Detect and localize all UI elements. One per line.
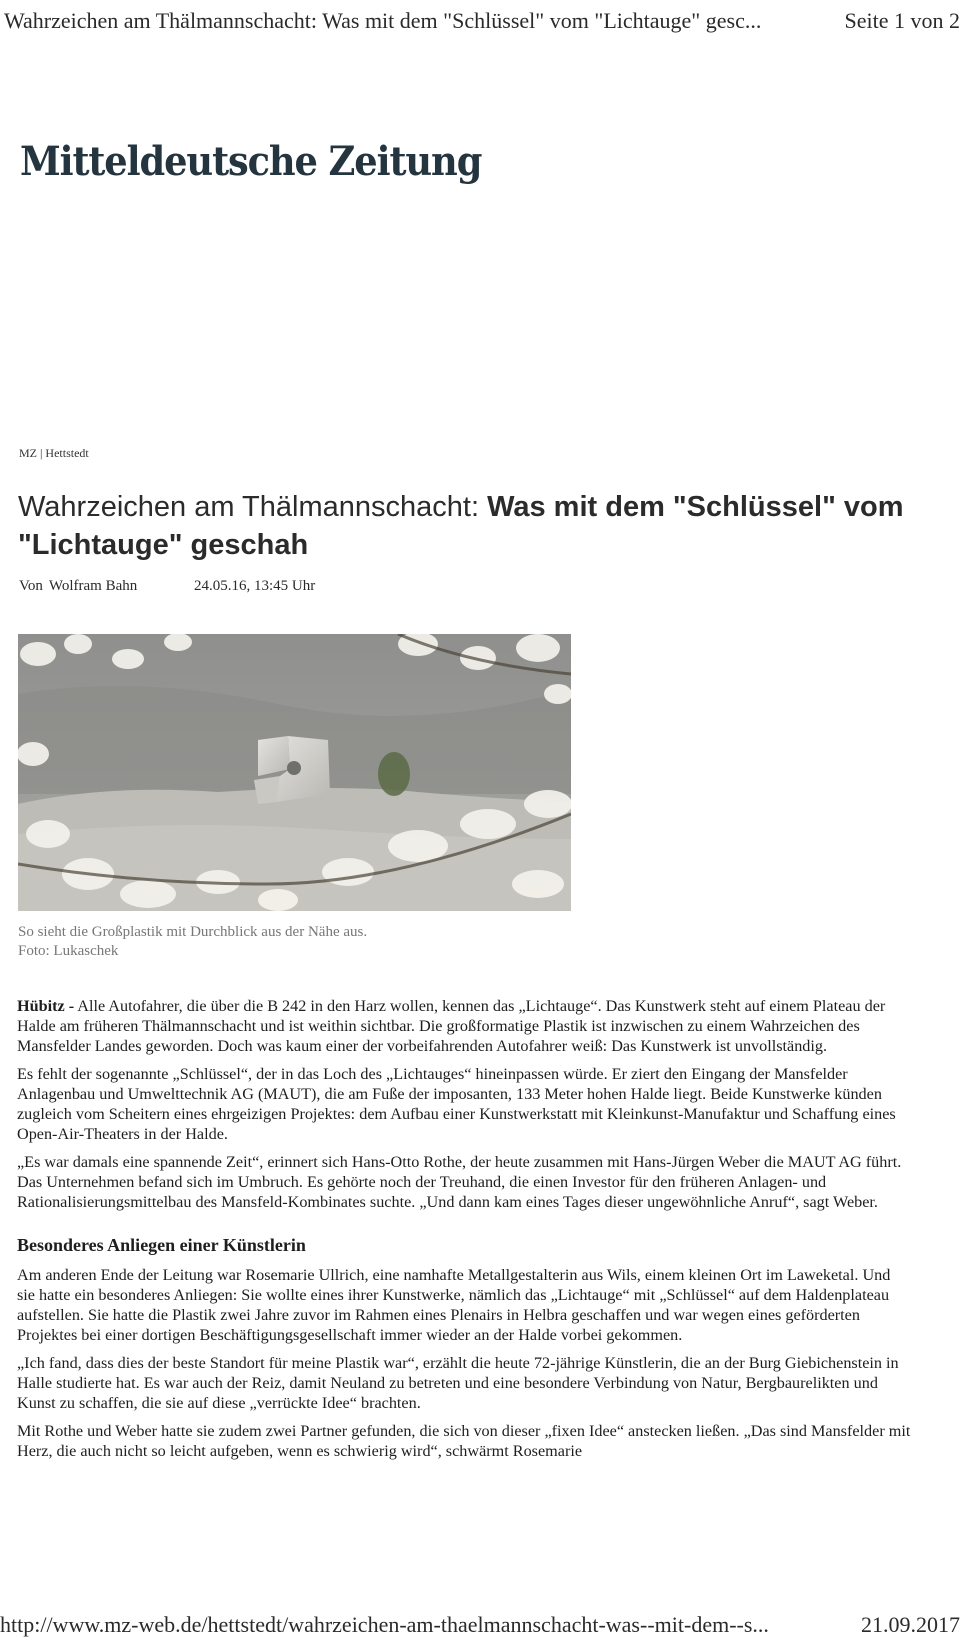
- caption-text: So sieht die Großplastik mit Durchblick aus der Nähe aus.: [18, 924, 368, 940]
- article-body: [17, 996, 912, 1469]
- article-paragraph: Es fehlt der sogenannte „Schlüssel“, der in das Loch des „Lichtauges“ hineinpassen würde. Er ziert den Eingang der Mansfelder Anlagenbau und Umwelttechnik AG (MAUT), die am Fuße der imposanten, 133 Meter hohen Halde liegt. Beide Kunstwerke künden zugleich vom Scheitern eines ehrgeizigen Projektes: dem Aufbau einer Kunstwerkstatt mit Kleinkunst-Manufaktur und Schaffung eines Open-Air-Theaters in der Halde.: [17, 1065, 896, 1143]
- dateline: Hübitz -: [17, 997, 75, 1015]
- lichtauge-sculpture-photo: [18, 634, 571, 911]
- article-paragraph: [17, 996, 912, 1056]
- article-subheading: Besonderes Anliegen einer Künstlerin: [17, 1235, 306, 1255]
- sculpture: [254, 736, 330, 804]
- article-headline: [18, 488, 918, 564]
- article-paragraph: Am anderen Ende der Leitung war Rosemarie Ullrich, eine namhafte Metallgestalterin aus Wils, einem kleinen Ort im Laweketal. Und sie hatte ein besonderes Anliegen: Sie wollte eines ihrer Kunstwerke, nämlich das „Lichtauge“ mit „Schlüssel“ auf dem Haldenplateau aufstellen. Sie hatte die Plastik zwei Jahre zuvor im Rahmen eines Plenairs in Helbra geschaffen und war wegen eines geförderten Projektes bei einer dortigen Beschäftigungsgesellschaft immer wieder an der Halde vorbei gekommen.: [17, 1266, 891, 1344]
- breadcrumb[interactable]: MZ | Hettstedt: [19, 446, 89, 460]
- newspaper-logo[interactable]: Mitteldeutsche Zeitung: [20, 138, 482, 185]
- photo-caption: [18, 923, 367, 961]
- byline-date: 24.05.16, 13:45 Uhr: [194, 578, 316, 594]
- print-footer-date: 21.09.2017: [861, 1612, 960, 1637]
- print-footer: [0, 1612, 966, 1638]
- byline-prefix: Von: [19, 578, 43, 594]
- headline-kicker: Wahrzeichen am Thälmannschacht:: [18, 491, 479, 523]
- print-header: [4, 8, 964, 34]
- page-indicator: Seite 1 von 2: [844, 8, 960, 33]
- print-header-title: Wahrzeichen am Thälmannschacht: Was mit dem "Schlüssel" vom "Lichtauge" gesc...: [4, 8, 762, 33]
- print-footer-url: http://www.mz-web.de/hettstedt/wahrzeichen-am-thaelmannschacht-was--mit-dem--s...: [0, 1612, 769, 1637]
- article-photo[interactable]: [18, 634, 571, 911]
- byline: [19, 578, 316, 595]
- article-paragraph: „Es war damals eine spannende Zeit“, erinnert sich Hans-Otto Rothe, der heute zusammen mit Hans-Jürgen Weber die MAUT AG führt. Das Unternehmen befand sich im Umbruch. Es gehörte noch der Treuhand, die einen Investor für den früheren Anlagen- und Rationalisierungsmittelbau des Mansfeld-Kombinates suchte. „Und dann kam eines Tages dieser ungewöhnliche Anruf“, sagt Weber.: [17, 1153, 902, 1211]
- article-paragraph: Mit Rothe und Weber hatte sie zudem zwei Partner gefunden, die sich von dieser „fixen Idee“ anstecken ließen. „Das sind Mansfelder mit Herz, die auch nicht so leicht aufgeben, wenn es schwierig wird“, schwärmt Rosemarie: [17, 1422, 911, 1460]
- photo-credit: Foto: Lukaschek: [18, 943, 119, 959]
- paragraph-text: Alle Autofahrer, die über die B 242 in den Harz wollen, kennen das „Lichtauge“. Das Kunstwerk steht auf einem Plateau der Halde am früheren Thälmannschacht und ist weithin sichtbar. Die großformatige Plastik ist inzwischen zu einem Wahrzeichen des Mansfelder Landes geworden. Doch was kaum einer der vorbeifahrenden Autofahrer weiß: Das Kunstwerk ist unvollständig.: [17, 997, 886, 1055]
- headline-title: Was mit dem "Schlüssel" vom "Lichtauge" geschah: [18, 491, 904, 561]
- byline-author[interactable]: Wolfram Bahn: [48, 578, 138, 594]
- article-paragraph: „Ich fand, dass dies der beste Standort für meine Plastik war“, erzählt die heute 72-jährige Künstlerin, die an der Burg Giebichenstein in Halle studierte hat. Es war auch der Reiz, damit Neuland zu betreten und eine besondere Verbindung von Natur, Bergbaurelikten und Kunst zu schaffen, die sie auf diese „verrückte Idee“ brachten.: [17, 1354, 899, 1412]
